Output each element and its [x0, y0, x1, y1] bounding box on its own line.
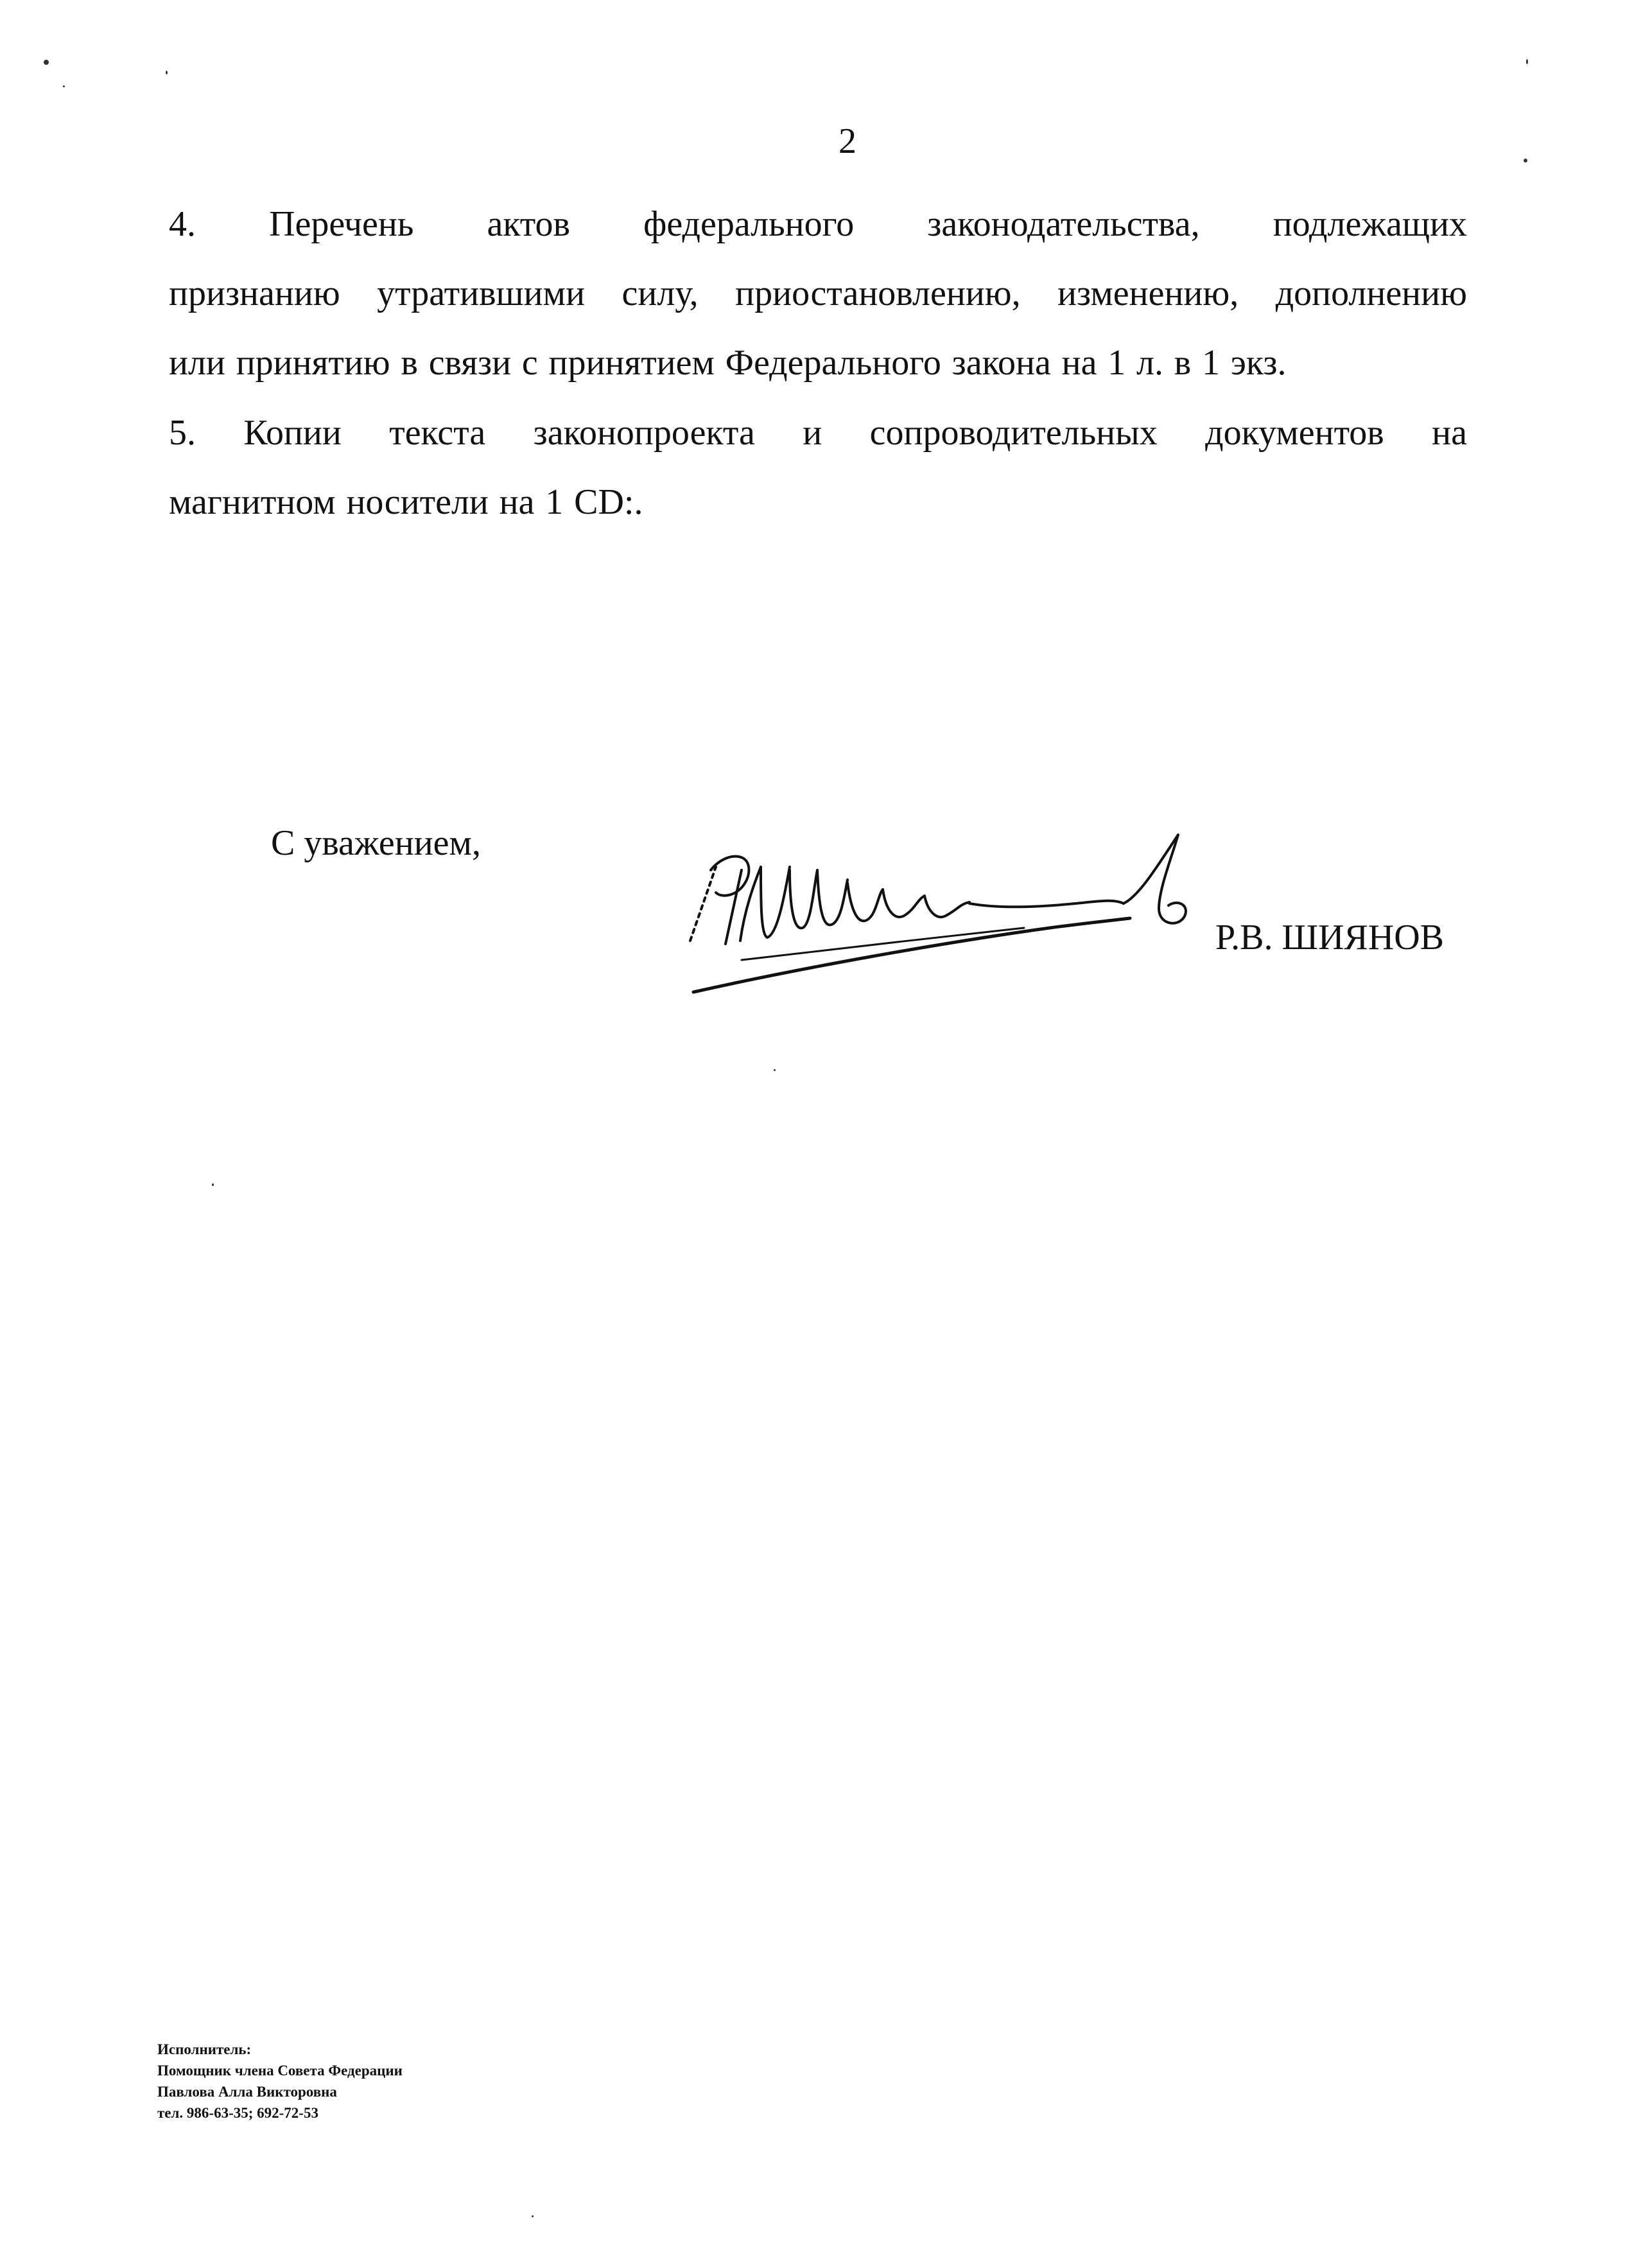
item-4-word: актов: [487, 204, 570, 244]
item-4-word: 1: [1202, 343, 1221, 383]
item-5-word: Копии: [243, 413, 342, 453]
item-4-word: л.: [1136, 343, 1163, 383]
scan-speck: [63, 85, 65, 87]
item-4-number: 4.: [169, 204, 196, 244]
item-4-word: на: [1061, 343, 1097, 383]
executor-block: [157, 2039, 403, 2124]
closing-salutation: С уважением,: [271, 823, 481, 863]
item-5-word: сопроводительных: [869, 413, 1158, 453]
item-4-word: с: [521, 343, 538, 383]
item-5-number: 5.: [169, 413, 196, 453]
scan-speck: [44, 60, 49, 65]
signer-name: Р.В. ШИЯНОВ: [1215, 918, 1445, 957]
scan-speck: [212, 1183, 214, 1186]
item-4-word: в: [1174, 343, 1192, 383]
item-4-word: принятием: [548, 343, 715, 383]
item-4-word: 1: [1108, 343, 1126, 383]
item-4-word: дополнению: [1275, 274, 1467, 313]
scan-speck: [166, 71, 168, 74]
item-4-word: приостановлению,: [735, 274, 1021, 313]
item-4-word: Федерального: [725, 343, 941, 383]
executor-label: Исполнитель:: [157, 2041, 252, 2057]
item-4-word: изменению,: [1057, 274, 1239, 313]
scan-speck: [532, 2215, 534, 2217]
item-5-word: 1: [545, 482, 564, 522]
item-4-word: Перечень: [269, 204, 414, 244]
item-4-line-2: [169, 259, 1467, 328]
item-4-line-1: [169, 189, 1467, 259]
item-4-word: признанию: [169, 274, 340, 313]
signature-image: [665, 832, 1230, 1024]
executor-name: Павлова Алла Викторовна: [157, 2084, 337, 2100]
item-5-word: законопроекта: [533, 413, 755, 453]
page-number: 2: [839, 121, 856, 161]
item-4-word: федерального: [643, 204, 855, 244]
item-5-line-1: [169, 398, 1467, 467]
list-item-4: [169, 189, 1467, 397]
executor-phone: тел. 986-63-35; 692-72-53: [157, 2105, 318, 2121]
item-4-word: закона: [952, 343, 1051, 383]
item-4-word: силу,: [621, 274, 699, 313]
item-5-word: на: [499, 482, 535, 522]
list-item-5: [169, 398, 1467, 537]
scan-speck: [1526, 59, 1528, 64]
scan-speck: [1524, 159, 1527, 162]
item-5-word: магнитном: [169, 482, 336, 522]
item-5-word: CD:.: [574, 482, 643, 522]
item-5-word: носители: [346, 482, 489, 522]
item-4-word: подлежащих: [1273, 204, 1467, 244]
item-4-word: утратившими: [377, 274, 586, 313]
item-4-word: принятию: [236, 343, 390, 383]
item-5-line-2: [169, 467, 1467, 537]
item-4-word: экз.: [1230, 343, 1287, 383]
item-4-line-3: [169, 328, 1467, 397]
item-5-word: текста: [389, 413, 486, 453]
item-4-word: законодательства,: [927, 204, 1200, 244]
executor-position: Помощник члена Совета Федерации: [157, 2063, 403, 2079]
item-4-word: связи: [428, 343, 512, 383]
item-5-word: на: [1432, 413, 1467, 453]
item-4-word: в: [401, 343, 418, 383]
item-5-word: и: [803, 413, 822, 453]
item-5-word: документов: [1205, 413, 1384, 453]
item-4-word: или: [169, 343, 225, 383]
scan-speck: [774, 1069, 776, 1071]
